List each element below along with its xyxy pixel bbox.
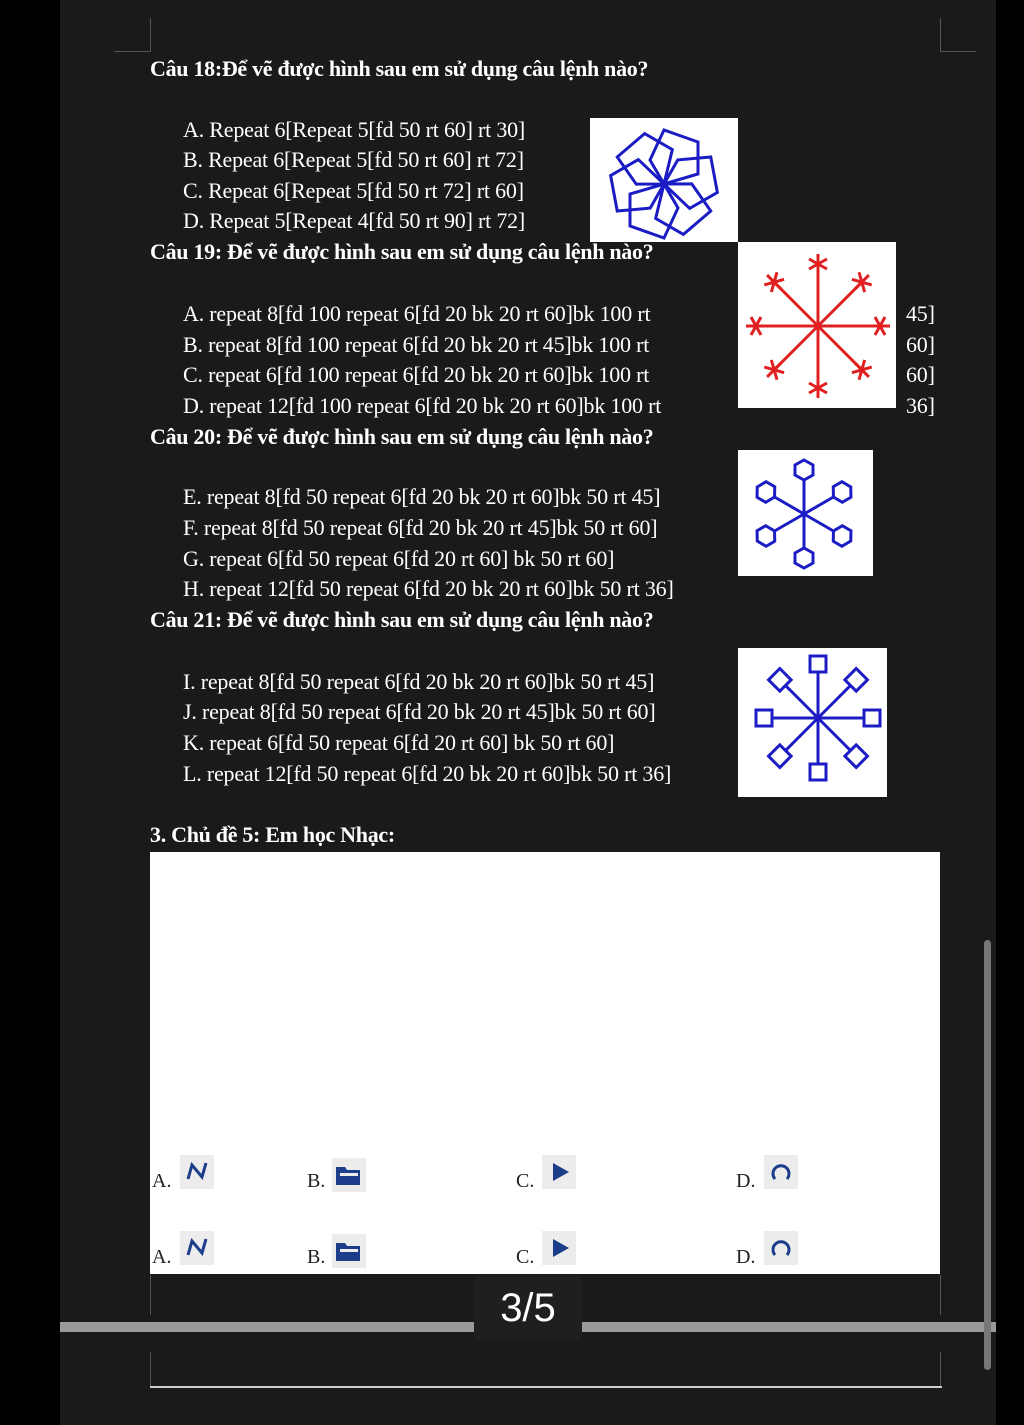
q21-option-i: I. repeat 8[fd 50 repeat 6[fd 20 bk 20 rt 60]bk 50 rt 45] — [183, 669, 655, 694]
music-note-icon — [180, 1155, 214, 1189]
music-option-a-label-2: A. — [152, 1246, 172, 1268]
q18-option-d: D. Repeat 5[Repeat 4[fd 50 rt 90] rt 72] — [183, 208, 526, 233]
q19-option-c: C. repeat 6[fd 100 repeat 6[fd 20 bk 20 rt 60]bk 100 rt — [183, 362, 650, 387]
loop-icon — [764, 1155, 798, 1189]
music-option-c-label: C. — [516, 1170, 535, 1192]
page-corner-mark — [114, 51, 150, 52]
question-19-title: Câu 19: Để vẽ được hình sau em sử dụng câu lệnh nào? — [150, 239, 654, 264]
q19-option-b: B. repeat 8[fd 100 repeat 6[fd 20 bk 20 rt 45]bk 100 rt — [183, 332, 650, 357]
q19-option-a: A. repeat 8[fd 100 repeat 6[fd 20 bk 20 rt 60]bk 100 rt — [183, 301, 651, 326]
folder-icon — [332, 1234, 366, 1268]
page-corner-mark — [940, 1275, 941, 1315]
music-note-icon — [180, 1231, 214, 1265]
page-corner-mark — [150, 1275, 151, 1315]
page-corner-mark — [940, 18, 941, 52]
q21-option-k: K. repeat 6[fd 50 repeat 6[fd 20 rt 60] bk 50 rt 60] — [183, 730, 615, 755]
question-21-title: Câu 21: Để vẽ được hình sau em sử dụng câu lệnh nào? — [150, 607, 654, 632]
figure-overlap — [562, 240, 738, 264]
q21-option-j: J. repeat 8[fd 50 repeat 6[fd 20 bk 20 rt 45]bk 50 rt 60] — [183, 699, 656, 724]
play-icon — [542, 1155, 576, 1189]
q20-option-h: H. repeat 12[fd 50 repeat 6[fd 20 bk 20 rt 60]bk 50 rt 36] — [183, 576, 674, 601]
music-option-b-label: B. — [307, 1170, 326, 1192]
music-option-d-label: D. — [736, 1170, 756, 1192]
q18-option-a: A. Repeat 6[Repeat 5[fd 50 rt 60] rt 30] — [183, 117, 526, 142]
question-20-title: Câu 20: Để vẽ được hình sau em sử dụng câu lệnh nào? — [150, 424, 654, 449]
q20-option-f: F. repeat 8[fd 50 repeat 6[fd 20 bk 20 rt 45]bk 50 rt 60] — [183, 515, 658, 540]
page-corner-mark — [150, 1352, 151, 1386]
vertical-scrollbar-thumb[interactable] — [984, 940, 991, 1370]
question-18-title: Câu 18:Để vẽ được hình sau em sử dụng câu lệnh nào? — [150, 56, 649, 81]
q19-red-star-figure — [738, 242, 896, 408]
q19-option-d: D. repeat 12[fd 100 repeat 6[fd 20 bk 20 rt 60]bk 100 rt — [183, 393, 662, 418]
music-option-c-label-2: C. — [516, 1246, 535, 1268]
q20-option-e: E. repeat 8[fd 50 repeat 6[fd 20 bk 20 rt 60]bk 50 rt 45] — [183, 484, 661, 509]
q19-option-a-tail: 45] — [906, 301, 935, 326]
q18-pentagon-flower-figure — [590, 118, 738, 242]
q18-option-c: C. Repeat 6[Repeat 5[fd 50 rt 72] rt 60] — [183, 178, 524, 203]
q21-option-l: L. repeat 12[fd 50 repeat 6[fd 20 bk 20 rt 60]bk 50 rt 36] — [183, 761, 672, 786]
q20-option-g: G. repeat 6[fd 50 repeat 6[fd 20 rt 60] bk 50 rt 60] — [183, 546, 615, 571]
page-corner-mark — [940, 1352, 941, 1386]
section-3-title: 3. Chủ đề 5: Em học Nhạc: — [150, 822, 395, 847]
q18-option-b: B. Repeat 6[Repeat 5[fd 50 rt 60] rt 72] — [183, 147, 524, 172]
loop-icon — [764, 1231, 798, 1265]
page-corner-mark — [150, 18, 151, 52]
page-bottom-rule — [150, 1386, 942, 1388]
q21-square-flower-figure — [738, 648, 887, 797]
q20-hexagon-flower-figure — [738, 450, 873, 576]
music-option-a-label: A. — [152, 1170, 172, 1192]
folder-icon — [332, 1158, 366, 1192]
music-option-d-label-2: D. — [736, 1246, 756, 1268]
q19-option-c-tail: 60] — [906, 362, 935, 387]
page-indicator: 3/5 — [474, 1275, 582, 1341]
q19-option-d-tail: 36] — [906, 393, 935, 418]
music-option-b-label-2: B. — [307, 1246, 326, 1268]
page-corner-mark — [940, 51, 976, 52]
q19-option-b-tail: 60] — [906, 332, 935, 357]
play-icon — [542, 1231, 576, 1265]
music-image-panel — [150, 852, 940, 1274]
